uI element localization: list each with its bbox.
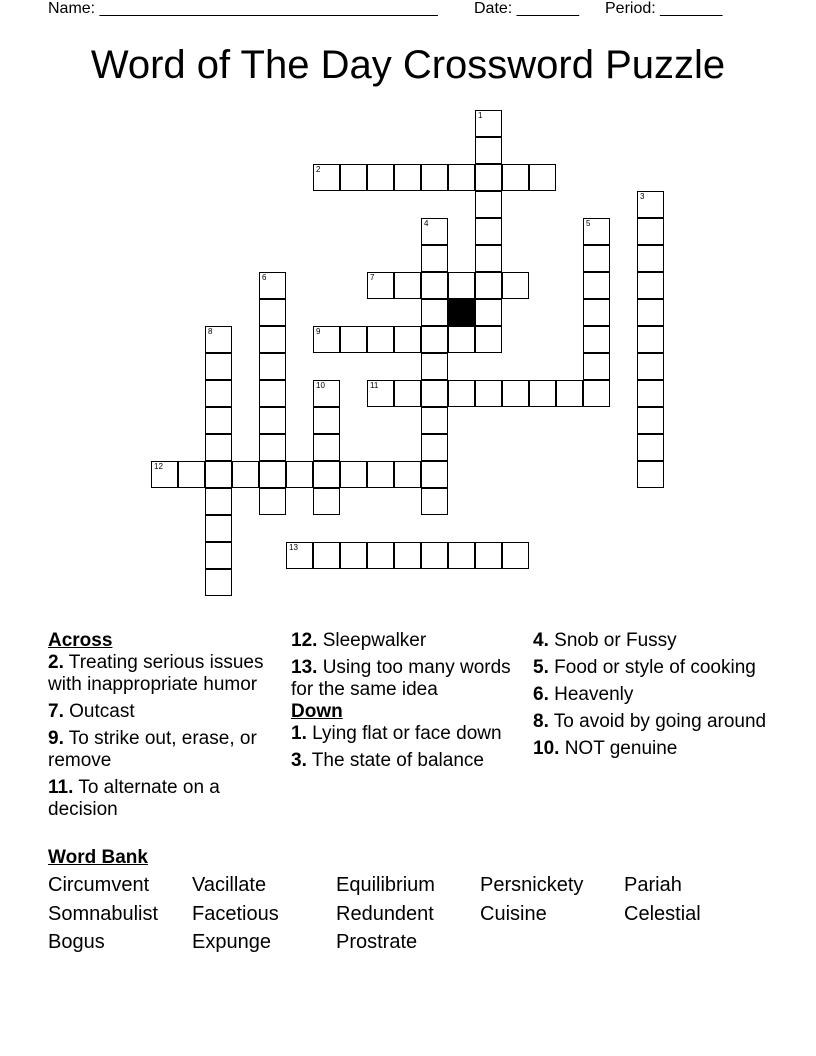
- grid-cell[interactable]: [151, 461, 178, 488]
- grid-cell[interactable]: [583, 218, 610, 245]
- clue-down-8: 8. To avoid by going around: [533, 711, 767, 732]
- grid-cell[interactable]: [583, 353, 610, 380]
- grid-cell[interactable]: [502, 164, 529, 191]
- grid-cell[interactable]: [313, 407, 340, 434]
- grid-cell[interactable]: [583, 380, 610, 407]
- grid-cell[interactable]: [394, 461, 421, 488]
- grid-cell[interactable]: [259, 488, 286, 515]
- clue-across-13: 13. Using too many words for the same idea: [291, 657, 511, 700]
- grid-cell[interactable]: [421, 434, 448, 461]
- grid-cell[interactable]: [205, 326, 232, 353]
- grid-cell[interactable]: [367, 461, 394, 488]
- grid-cell[interactable]: [421, 218, 448, 245]
- clues-column-3: [533, 630, 768, 765]
- word-bank-word: Equilibrium: [336, 874, 435, 896]
- word-bank-word: Cuisine: [480, 903, 547, 925]
- grid-cell[interactable]: [313, 434, 340, 461]
- cell-number: 13: [289, 543, 298, 552]
- word-bank-word: Circumvent: [48, 874, 150, 896]
- clues-column-2: [291, 630, 531, 777]
- grid-cell[interactable]: [448, 380, 475, 407]
- grid-cell[interactable]: [421, 353, 448, 380]
- grid-cell[interactable]: [475, 272, 502, 299]
- grid-cell[interactable]: [583, 299, 610, 326]
- word-bank-word: Expunge: [192, 931, 271, 953]
- grid-cell[interactable]: [637, 353, 664, 380]
- cell-number: 11: [370, 381, 379, 390]
- clue-across-2: 2. Treating serious issues with inappropriate humor: [48, 652, 264, 695]
- cell-number: 4: [424, 219, 429, 228]
- cell-number: 5: [586, 219, 591, 228]
- grid-cell[interactable]: [421, 164, 448, 191]
- grid-cell[interactable]: [205, 434, 232, 461]
- grid-cell[interactable]: [475, 299, 502, 326]
- grid-cell[interactable]: [259, 272, 286, 299]
- word-bank-word: Celestial: [624, 903, 701, 925]
- across-heading: Across: [48, 630, 113, 651]
- clue-across-12: 12. Sleepwalker: [291, 630, 427, 651]
- cell-number: 12: [154, 462, 163, 471]
- grid-cell[interactable]: [259, 407, 286, 434]
- cell-number: 10: [316, 381, 325, 390]
- clue-down-6: 6. Heavenly: [533, 684, 634, 705]
- word-bank-word: Somnabulist: [48, 903, 159, 925]
- grid-cell[interactable]: [529, 164, 556, 191]
- grid-cell[interactable]: [394, 272, 421, 299]
- grid-block-cell: [448, 299, 475, 326]
- grid-cell[interactable]: [178, 461, 205, 488]
- grid-cell[interactable]: [367, 380, 394, 407]
- date-field[interactable]: Date: _______: [474, 0, 579, 17]
- down-heading: Down: [291, 701, 343, 722]
- page-title: Word of The Day Crossword Puzzle: [90, 43, 726, 87]
- grid-cell[interactable]: [394, 326, 421, 353]
- grid-cell[interactable]: [205, 569, 232, 596]
- grid-cell[interactable]: [313, 326, 340, 353]
- grid-cell[interactable]: [637, 272, 664, 299]
- grid-cell[interactable]: [529, 380, 556, 407]
- grid-cell[interactable]: [394, 542, 421, 569]
- grid-cell[interactable]: [502, 380, 529, 407]
- grid-cell[interactable]: [475, 380, 502, 407]
- cell-number: 1: [478, 111, 483, 120]
- word-bank-word: Vacillate: [192, 874, 267, 896]
- grid-cell[interactable]: [637, 461, 664, 488]
- grid-cell[interactable]: [475, 191, 502, 218]
- word-bank-word: Bogus: [48, 931, 105, 953]
- clue-down-4: 4. Snob or Fussy: [533, 630, 677, 651]
- grid-cell[interactable]: [340, 542, 367, 569]
- grid-cell[interactable]: [475, 245, 502, 272]
- grid-cell[interactable]: [475, 542, 502, 569]
- clue-down-1: 1. Lying flat or face down: [291, 723, 502, 744]
- grid-cell[interactable]: [259, 461, 286, 488]
- grid-cell[interactable]: [421, 272, 448, 299]
- clue-down-10: 10. NOT genuine: [533, 738, 678, 759]
- grid-cell[interactable]: [259, 380, 286, 407]
- grid-cell[interactable]: [448, 542, 475, 569]
- grid-cell[interactable]: [313, 461, 340, 488]
- grid-cell[interactable]: [205, 353, 232, 380]
- cell-number: 3: [640, 192, 645, 201]
- grid-cell[interactable]: [421, 326, 448, 353]
- name-field[interactable]: Name: ______________________________________: [48, 0, 438, 17]
- grid-cell[interactable]: [205, 488, 232, 515]
- grid-cell[interactable]: [313, 164, 340, 191]
- grid-cell[interactable]: [205, 380, 232, 407]
- clue-down-3: 3. The state of balance: [291, 750, 484, 771]
- grid-cell[interactable]: [259, 299, 286, 326]
- grid-cell[interactable]: [286, 461, 313, 488]
- grid-cell[interactable]: [205, 461, 232, 488]
- grid-cell[interactable]: [421, 488, 448, 515]
- cell-number: 9: [316, 327, 321, 336]
- grid-cell[interactable]: [475, 164, 502, 191]
- grid-cell[interactable]: [340, 164, 367, 191]
- grid-cell[interactable]: [367, 542, 394, 569]
- cell-number: 8: [208, 327, 213, 336]
- grid-cell[interactable]: [259, 326, 286, 353]
- grid-cell[interactable]: [448, 326, 475, 353]
- grid-cell[interactable]: [583, 272, 610, 299]
- clue-across-7: 7. Outcast: [48, 701, 135, 722]
- grid-cell[interactable]: [367, 164, 394, 191]
- grid-cell[interactable]: [556, 380, 583, 407]
- word-bank-word: Pariah: [624, 874, 682, 896]
- clues-column-1: [48, 630, 288, 826]
- grid-cell[interactable]: [475, 110, 502, 137]
- word-bank-word: Redundent: [336, 903, 434, 925]
- grid-cell[interactable]: [313, 488, 340, 515]
- cell-number: 6: [262, 273, 267, 282]
- grid-cell[interactable]: [637, 245, 664, 272]
- grid-cell[interactable]: [340, 461, 367, 488]
- grid-cell[interactable]: [583, 245, 610, 272]
- word-bank-word: Prostrate: [336, 931, 418, 953]
- grid-cell[interactable]: [232, 461, 259, 488]
- grid-cell[interactable]: [313, 380, 340, 407]
- grid-cell[interactable]: [448, 272, 475, 299]
- grid-cell[interactable]: [637, 299, 664, 326]
- grid-cell[interactable]: [421, 245, 448, 272]
- word-bank-word: Facetious: [192, 903, 279, 925]
- grid-cell[interactable]: [583, 326, 610, 353]
- grid-cell[interactable]: [286, 542, 313, 569]
- grid-cell[interactable]: [259, 434, 286, 461]
- clue-across-9: 9. To strike out, erase, or remove: [48, 728, 257, 771]
- clue-down-5: 5. Food or style of cooking: [533, 657, 756, 678]
- grid-cell[interactable]: [367, 272, 394, 299]
- grid-cell[interactable]: [421, 407, 448, 434]
- grid-cell[interactable]: [421, 299, 448, 326]
- grid-cell[interactable]: [421, 461, 448, 488]
- grid-cell[interactable]: [502, 542, 529, 569]
- grid-cell[interactable]: [637, 407, 664, 434]
- period-field[interactable]: Period: _______: [605, 0, 723, 17]
- grid-cell[interactable]: [205, 515, 232, 542]
- grid-cell[interactable]: [340, 326, 367, 353]
- grid-cell[interactable]: [475, 137, 502, 164]
- grid-cell[interactable]: [475, 218, 502, 245]
- clue-across-11: 11. To alternate on a decision: [48, 777, 220, 820]
- grid-cell[interactable]: [421, 380, 448, 407]
- grid-cell[interactable]: [313, 542, 340, 569]
- grid-cell[interactable]: [637, 434, 664, 461]
- grid-cell[interactable]: [475, 326, 502, 353]
- grid-cell[interactable]: [394, 380, 421, 407]
- grid-cell[interactable]: [394, 164, 421, 191]
- grid-cell[interactable]: [367, 326, 394, 353]
- grid-cell[interactable]: [259, 353, 286, 380]
- word-bank-word: Persnickety: [480, 874, 584, 896]
- cell-number: 2: [316, 165, 321, 174]
- grid-cell[interactable]: [448, 164, 475, 191]
- grid-cell[interactable]: [637, 218, 664, 245]
- grid-cell[interactable]: [637, 380, 664, 407]
- grid-cell[interactable]: [637, 326, 664, 353]
- grid-cell[interactable]: [205, 407, 232, 434]
- grid-cell[interactable]: [421, 542, 448, 569]
- word-bank-title: Word Bank: [48, 847, 148, 868]
- cell-number: 7: [370, 273, 375, 282]
- grid-cell[interactable]: [502, 272, 529, 299]
- grid-cell[interactable]: [637, 191, 664, 218]
- grid-cell[interactable]: [205, 542, 232, 569]
